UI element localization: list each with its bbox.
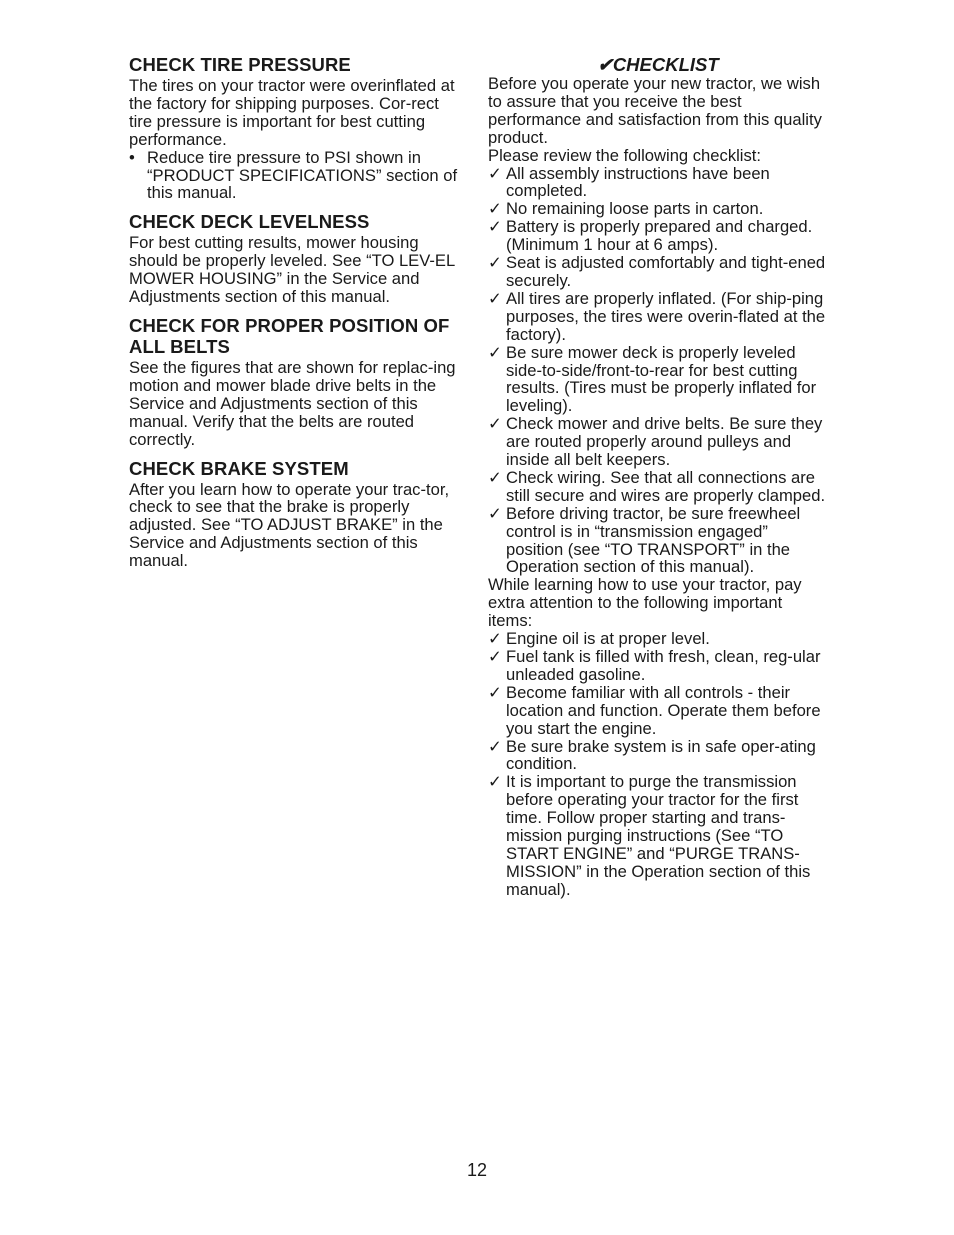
checklist-item	[488, 469, 828, 505]
checklist-item	[488, 254, 828, 290]
checklist-items	[488, 165, 828, 577]
checklist-item-text: Check wiring. See that all connections are still secure and wires are properly clamped.	[506, 467, 826, 505]
section-heading: CHECK BRAKE SYSTEM	[129, 457, 349, 479]
section-check-deck-levelness	[129, 211, 464, 306]
learning-item-text: Become familiar with all controls - their location and function. Operate them before you start the engine.	[506, 682, 821, 738]
section-heading: CHECK FOR PROPER POSITION OF ALL BELTS	[129, 314, 450, 357]
check-icon: ✓	[488, 217, 502, 237]
checklist-item-text: All tires are properly inflated. (For ship-ping purposes, the tires were overin-flated at the factory).	[506, 288, 826, 344]
check-icon: ✓	[488, 253, 502, 273]
learning-item	[488, 648, 828, 684]
learning-item-text: Fuel tank is filled with fresh, clean, reg-ular unleaded gasoline.	[506, 647, 821, 684]
checklist-item-text: Check mower and drive belts. Be sure they are routed properly around pulleys and inside all belt keepers.	[506, 414, 823, 470]
checklist-item-text: Be sure mower deck is properly leveled side-to-side/front-to-rear for best cutting results. (Tires must be properly inflated for leveling).	[506, 342, 817, 416]
checklist-item	[488, 344, 828, 416]
learning-item-text: Engine oil is at proper level.	[506, 629, 710, 649]
checklist-item-text: Seat is adjusted comfortably and tight-ened securely.	[506, 253, 826, 290]
section-heading: CHECK TIRE PRESSURE	[129, 54, 351, 75]
check-icon: ✓	[488, 288, 502, 308]
bullet-text: Reduce tire pressure to PSI shown in “PRODUCT SPECIFICATIONS” section of this manual.	[147, 147, 458, 203]
section-body: The tires on your tractor were overinflated at the factory for shipping purposes. Cor-rect tire pressure is important for best cutting performance.	[129, 76, 455, 149]
check-icon: ✓	[488, 736, 502, 756]
checklist-item	[488, 218, 828, 254]
check-icon: ✓	[488, 647, 502, 666]
learning-item	[488, 738, 828, 774]
learning-items	[488, 630, 828, 899]
checklist-item-text: No remaining loose parts in carton.	[506, 199, 764, 219]
checklist-title: ✔CHECKLIST	[597, 54, 719, 75]
learning-item	[488, 773, 828, 898]
checklist-item	[488, 200, 828, 218]
learning-item	[488, 630, 828, 648]
check-icon: ✓	[488, 199, 502, 219]
learning-intro: While learning how to use your tractor, pay extra attention to the following important items:	[488, 575, 802, 631]
check-icon: ✓	[488, 163, 502, 183]
checklist-item	[488, 290, 828, 344]
check-icon: ✓	[488, 467, 502, 487]
checklist-item	[488, 415, 828, 469]
check-icon: ✓	[488, 503, 502, 523]
learning-item-text: It is important to purge the transmission before operating your tractor for the first time. Follow proper starting and trans-mission purging instructions (See “TO START ENGINE” and “PURGE TRANS-MISSION” in the Operation section of this manual).	[506, 772, 811, 899]
checklist-intro: Before you operate your new tractor, we wish to assure that you receive the best performance and satisfaction from this quality product.	[488, 74, 822, 147]
checklist-item	[488, 165, 828, 201]
bullet-item	[129, 149, 464, 203]
checklist-review-line: Please review the following checklist:	[488, 145, 762, 165]
section-check-tire-pressure	[129, 54, 464, 202]
check-icon: ✓	[488, 629, 502, 649]
section-check-belts	[129, 315, 464, 449]
section-heading: CHECK DECK LEVELNESS	[129, 211, 370, 233]
section-body: For best cutting results, mower housing should be properly leveled. See “TO LEV-EL MOWER HOUSING” in the Service and Adjustments section of this manual.	[129, 233, 455, 307]
check-icon: ✓	[488, 682, 502, 702]
left-column	[129, 54, 464, 579]
bullet-icon: •	[129, 147, 135, 167]
checklist-item	[488, 505, 828, 577]
section-body: See the figures that are shown for replac-ing motion and mower blade drive belts in the Service and Adjustments section of this manual. Verify that the belts are routed correctly.	[129, 357, 456, 449]
checklist-item-text: Battery is properly prepared and charged. (Minimum 1 hour at 6 amps).	[506, 217, 813, 255]
section-check-brake-system	[129, 458, 464, 571]
section-body: After you learn how to operate your trac-tor, check to see that the brake is properly adjusted. See “TO ADJUST BRAKE” in the Service and Adjustments section of this manual.	[129, 479, 450, 571]
learning-item	[488, 684, 828, 738]
checklist-column	[488, 54, 828, 899]
check-icon: ✓	[488, 342, 502, 362]
check-icon: ✓	[488, 772, 502, 792]
checklist-item-text: All assembly instructions have been completed.	[506, 163, 770, 201]
learning-item-text: Be sure brake system is in safe oper-ating condition.	[506, 736, 816, 774]
page-number: 12	[466, 1160, 488, 1180]
check-icon: ✓	[488, 414, 502, 434]
checklist-item-text: Before driving tractor, be sure freewheel control is in “transmission engaged” position (see “TO TRANSPORT” in the Operation section of this manual).	[506, 503, 801, 577]
